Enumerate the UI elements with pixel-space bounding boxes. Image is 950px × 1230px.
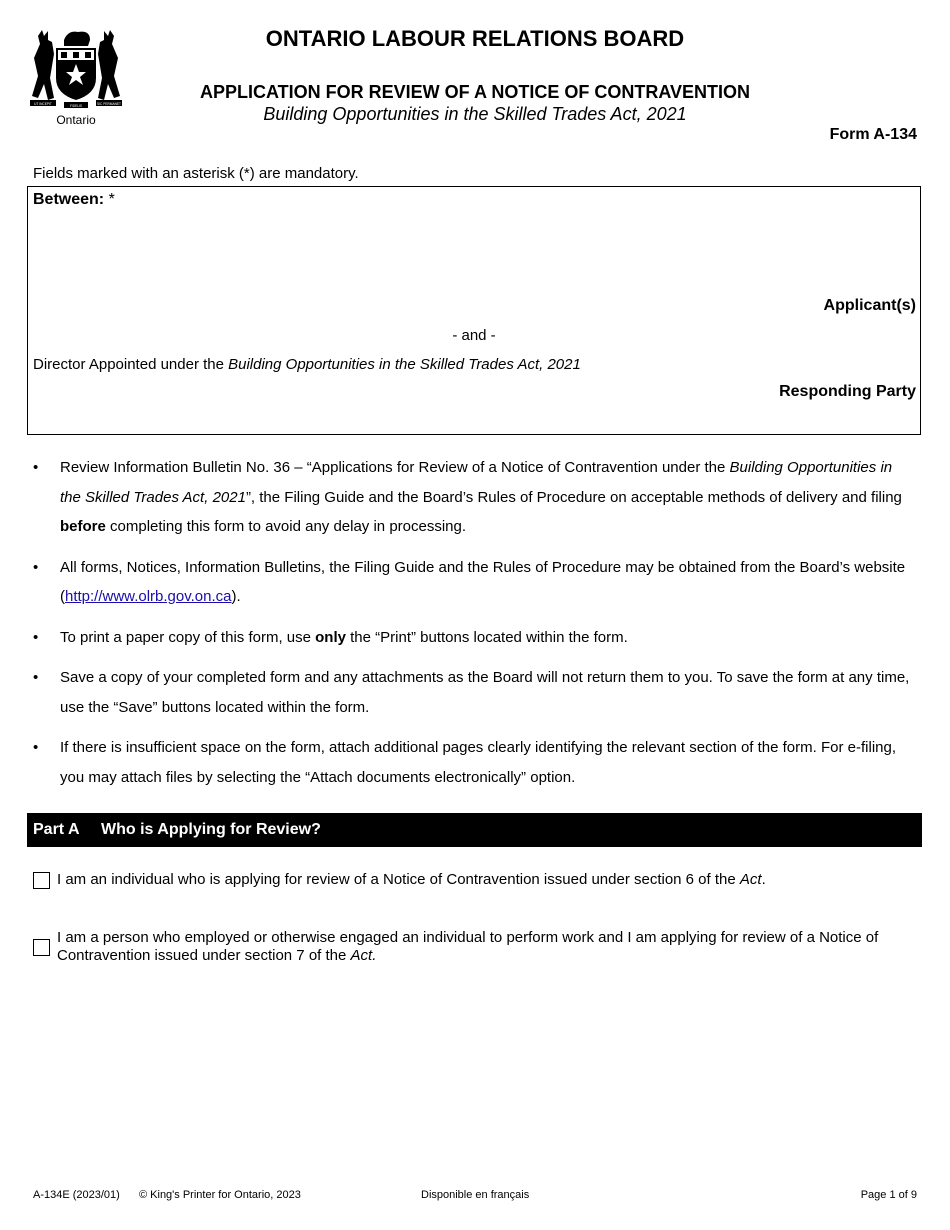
- list-item: • All forms, Notices, Information Bulletins, the Filing Guide and the Rules of Procedure may be obtained from the Board’s website (http://www.olrb.gov.on.ca).: [33, 553, 913, 612]
- bullet-icon: •: [33, 628, 39, 646]
- part-a-title: Who is Applying for Review?: [101, 821, 321, 838]
- employer-option: [33, 929, 918, 965]
- mandatory-note: Fields marked with an asterisk (*) are mandatory.: [33, 165, 359, 182]
- footer-french-link[interactable]: Disponible en français: [421, 1189, 530, 1201]
- bullet-icon: •: [33, 558, 39, 576]
- olrb-website-link[interactable]: http://www.olrb.gov.on.ca: [65, 588, 232, 605]
- individual-option: [33, 871, 918, 889]
- logo-caption: Ontario: [56, 113, 96, 127]
- logo-motto-center: FIDELIS: [69, 104, 83, 108]
- form-subtitle: APPLICATION FOR REVIEW OF A NOTICE OF CONTRAVENTION: [200, 82, 750, 102]
- employer-checkbox[interactable]: [33, 939, 50, 956]
- list-item: • If there is insufficient space on the form, attach additional pages clearly identifying the relevant section of the form. For e-filing, you may attach files by selecting the “Attach documents electronically” option.: [33, 733, 913, 792]
- logo-motto-right: SIC PERMANET: [97, 102, 121, 106]
- list-item: • To print a paper copy of this form, use only the “Print” buttons located within the form.: [33, 623, 913, 653]
- footer-page-number: Page 1 of 9: [860, 1189, 917, 1201]
- part-a-header: [27, 813, 922, 847]
- bullet-icon: •: [33, 459, 39, 476]
- footer-copyright: © King's Printer for Ontario, 2023: [139, 1189, 301, 1201]
- individual-checkbox[interactable]: [33, 872, 50, 889]
- between-label: Between: *: [33, 191, 115, 208]
- individual-option-label: I am an individual who is applying for review of a Notice of Contravention issued under section 6 of the Act.: [57, 871, 766, 888]
- footer-form-code: A-134E (2023/01): [33, 1189, 120, 1201]
- director-line: Director Appointed under the Building Opportunities in the Skilled Trades Act, 2021: [33, 356, 581, 373]
- act-title: Building Opportunities in the Skilled Trades Act, 2021: [263, 104, 687, 124]
- list-item: • Review Information Bulletin No. 36 – “Applications for Review of a Notice of Contravention under the Building Opportunities in the Skilled Trades Act, 2021”, the Filing Guide and the Board’s Rules of Procedure on acceptable methods of delivery and filing before completing this form to avoid any delay in processing.: [33, 453, 913, 542]
- instructions-list: [33, 453, 913, 803]
- between-box[interactable]: [27, 186, 921, 435]
- employer-option-label: I am a person who employed or otherwise engaged an individual to perform work and I am applying for review of a Notice of Contravention issued under section 7 of the Act.: [57, 929, 879, 964]
- applicant-label: Applicant(s): [823, 297, 916, 314]
- and-separator: - and -: [452, 327, 496, 344]
- bullet-icon: •: [33, 669, 39, 686]
- form-number: Form A-134: [829, 126, 917, 143]
- part-a-label: Part A: [33, 821, 80, 838]
- responding-party-label: Responding Party: [779, 383, 916, 400]
- list-item: • Save a copy of your completed form and any attachments as the Board will not return them to you. To save the form at any time, use the “Save” buttons located within the form.: [33, 663, 913, 722]
- bullet-icon: •: [33, 739, 39, 756]
- logo-motto-left: UT INCEPIT: [34, 102, 52, 106]
- page-title: ONTARIO LABOUR RELATIONS BOARD: [265, 26, 685, 51]
